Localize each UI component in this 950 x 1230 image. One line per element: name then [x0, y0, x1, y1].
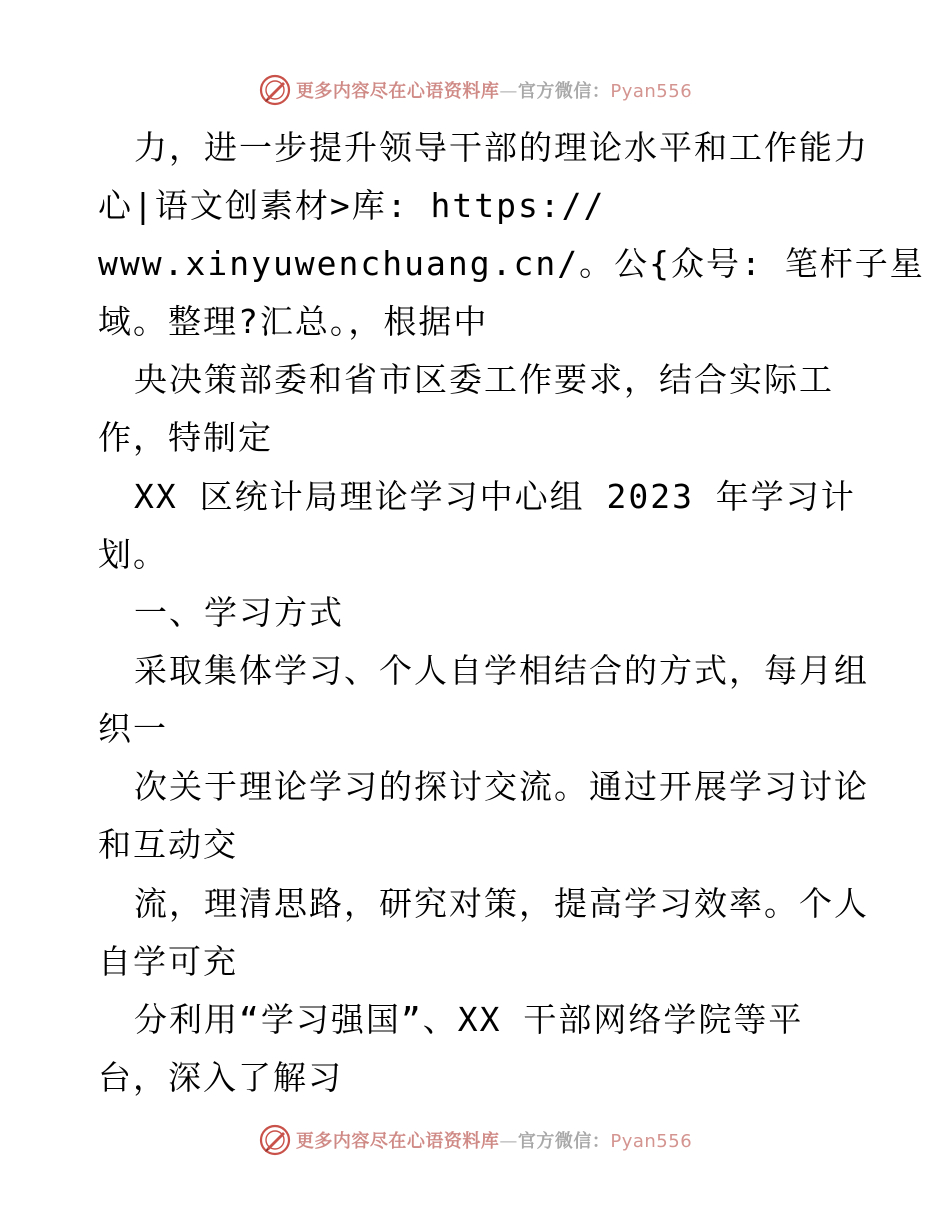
document-line: 划。 — [98, 535, 168, 574]
document-line: 分利用“学习强国”、XX 干部网络学院等平 — [134, 1000, 804, 1039]
header-banner-text — [296, 77, 692, 103]
document-line: 力，进一步提升领导干部的理论水平和工作能力 — [134, 128, 869, 167]
banner-dash: — — [499, 81, 518, 102]
banner-lead-text: 更多内容尽在心语资料库 — [295, 1131, 500, 1152]
document-line: 采取集体学习、个人自学相结合的方式，每月组 — [134, 651, 869, 690]
document-section-heading: 一、学习方式 — [134, 593, 344, 632]
pen-logo-icon — [258, 73, 292, 107]
banner-dash: — — [499, 1131, 518, 1152]
document-line: 作，特制定 — [98, 418, 273, 457]
document-line: XX 区统计局理论学习中心组 2023 年学习计 — [134, 477, 856, 516]
document-line: 域。整理?汇总。，根据中 — [98, 302, 489, 341]
banner-wechat-id: Pyan556 — [610, 1131, 693, 1152]
document-line: 台，深入了解习 — [98, 1058, 343, 1097]
document-line: www.xinyuwenchuang.cn/。公{众号: 笔杆子星 — [98, 244, 925, 283]
document-line: 央决策部委和省市区委工作要求，结合实际工 — [134, 360, 834, 399]
banner-mid-text: 官方微信： — [517, 1131, 611, 1152]
document-line: 流，理清思路，研究对策，提高学习效率。个人 — [134, 884, 869, 923]
pen-logo-icon — [258, 1123, 292, 1157]
document-line: 织一 — [98, 709, 168, 748]
header-banner — [0, 70, 950, 110]
footer-banner-text — [296, 1127, 692, 1153]
footer-banner — [0, 1120, 950, 1160]
banner-wechat-id: Pyan556 — [610, 81, 693, 102]
document-line: 自学可充 — [98, 942, 238, 981]
document-line: 和互动交 — [98, 825, 238, 864]
banner-mid-text: 官方微信： — [517, 81, 611, 102]
document-line: 心|语文创素材>库: https:// — [98, 186, 606, 225]
banner-lead-text: 更多内容尽在心语资料库 — [295, 81, 500, 102]
document-line: 次关于理论学习的探讨交流。通过开展学习讨论 — [134, 767, 869, 806]
